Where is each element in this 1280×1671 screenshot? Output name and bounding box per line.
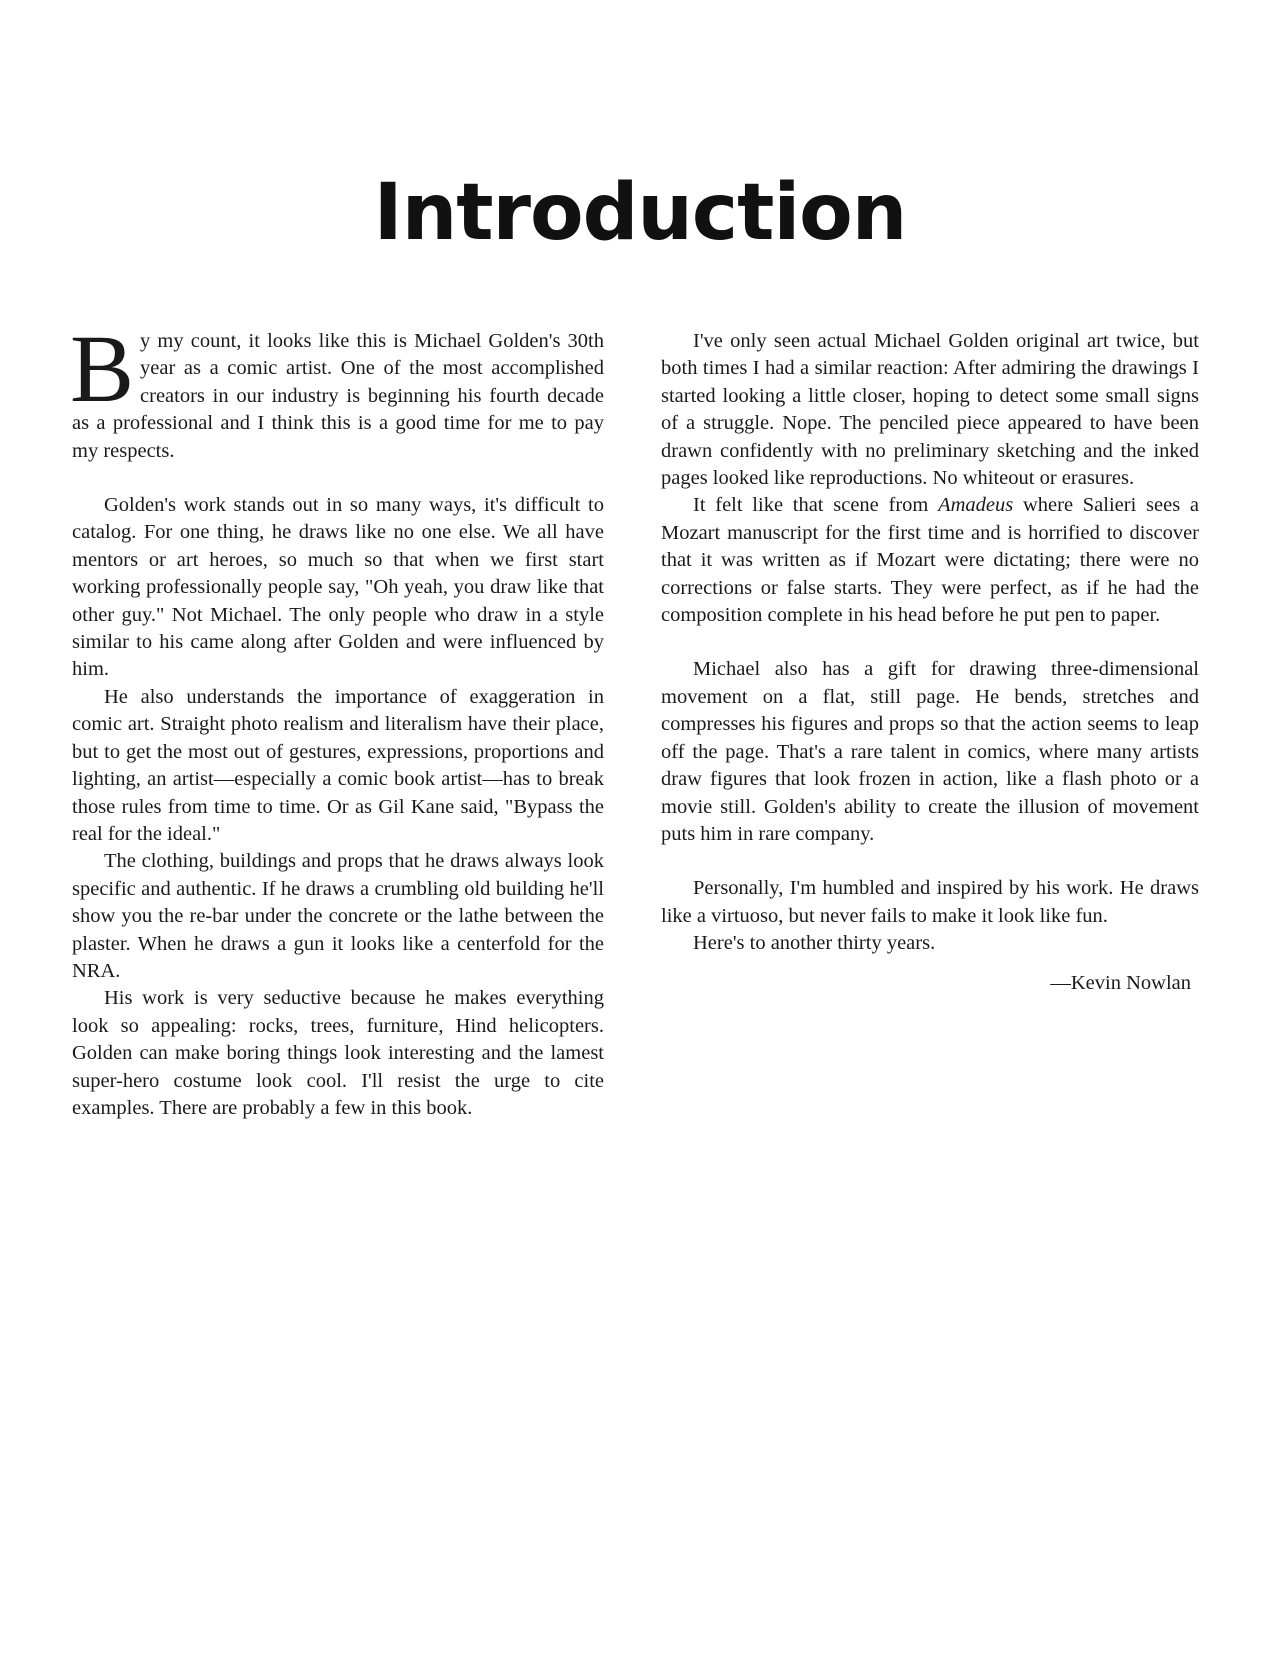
paragraph: Personally, I'm humbled and inspired by his work. He draws like a virtuoso, but never fails to make it look like fun. [661, 877, 1199, 927]
paragraph: I've only seen actual Michael Golden original art twice, but both times I had a similar reaction: After admiring the drawings I started looking a little closer, hoping to detect some small signs of a struggle. Nope. The penciled piece appeared to have been drawn confidently with no preliminary sketching and the inked pages looked like reproductions. No whiteout or erasures. [661, 330, 1199, 490]
paragraph-text: It felt like that scene from [693, 494, 939, 517]
film-title: Amadeus [938, 494, 1014, 517]
paragraph: His work is very seductive because he makes everything look so appealing: rocks, trees, furniture, Hind helicopters. Golden can make boring things look interesting and the lamest super-hero costume look cool. I'll resist the urge to cite examples. There are probably a few in this book. [72, 987, 604, 1119]
page-title: Introduction [373, 168, 907, 258]
paragraph: He also understands the importance of exaggeration in comic art. Straight photo realism and literalism have their place, but to get the most out of gestures, expressions, proportions and lighting, an artist—especially a comic book artist—has to break those rules from time to time. Or as Gil Kane said, "Bypass the real for the ideal." [72, 685, 604, 845]
paragraph: Here's to another thirty years. [693, 932, 936, 955]
left-column [70, 315, 604, 1122]
author-signature: —Kevin Nowlan [1050, 971, 1191, 994]
paragraph-amadeus [661, 492, 1199, 629]
paragraph: Michael also has a gift for drawing three-dimensional movement on a flat, still page. He bends, stretches and compresses his figures and props so that the action seems to leap off the page. That's a rare talent in comics, where many artists draw figures that look frozen in action, like a flash photo or a movie still. Golden's ability to create the illusion of movement puts him in rare company. [661, 658, 1199, 845]
paragraph-opening [70, 315, 604, 465]
right-column [661, 328, 1199, 997]
paragraph: The clothing, buildings and props that he draws always look specific and authentic. If he draws a crumbling old building he'll show you the re-bar under the concrete or the lathe between the plaster. When he draws a gun it looks like a centerfold for the NRA. [72, 850, 604, 982]
drop-cap: B [70, 315, 135, 422]
paragraph: Golden's work stands out in so many ways, it's difficult to catalog. For one thing, he draws like no one else. We all have mentors or art heroes, so much so that when we first start working professionally people say, "Oh yeah, you draw like that other guy." Not Michael. The only people who draw in a style similar to his came along after Golden and were influenced by him. [72, 494, 604, 681]
paragraph-opening-text: y my count, it looks like this is Michael Golden's 30th year as a comic artist. One of the most accomplished creators in our industry is beginning his fourth decade as a professional and I think this is a good time for me to pay my respects. [72, 330, 604, 462]
paragraph-text: where Salieri sees a Mozart manuscript for the first time and is horrified to discover that it was written as if Mozart were dictating; there were no corrections or false starts. They were perfect, as if he had the composition complete in his head before he put pen to paper. [661, 494, 1199, 627]
